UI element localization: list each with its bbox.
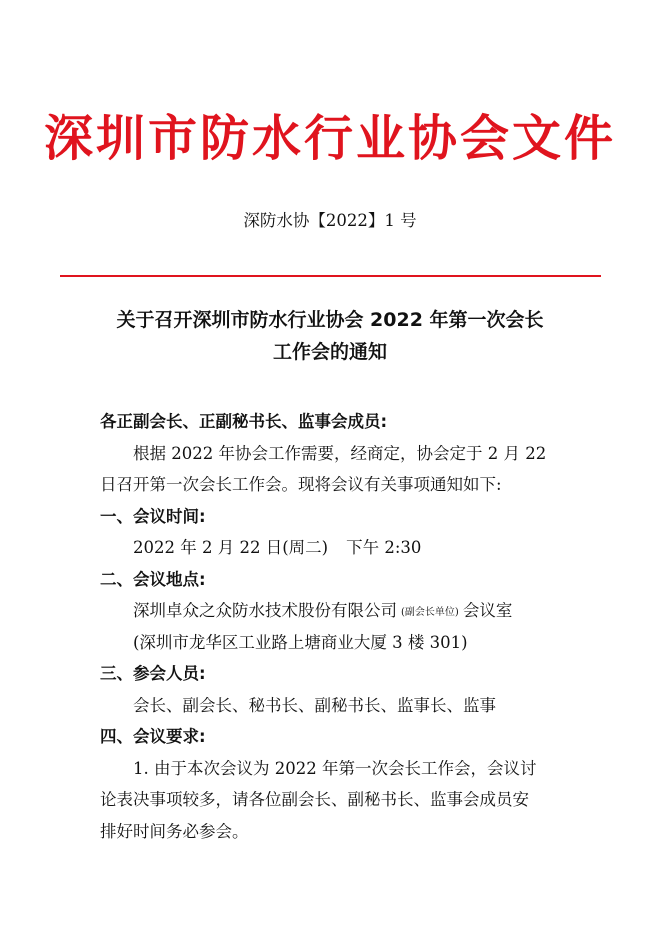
attendee-list: 会长、副会长、秘书长、副秘书长、监事长、监事 xyxy=(133,695,496,715)
section-heading-requirements: 四、会议要求: xyxy=(100,727,206,746)
notice-title-line-1: 关于召开深圳市防水行业协会 2022 年第一次会长 xyxy=(116,309,544,331)
notice-title-line-2: 工作会的通知 xyxy=(272,341,387,363)
intro-line-2: 日召开第一次会长工作会。现将会议有关事项通知如下: xyxy=(100,475,502,494)
requirement-line-2: 论表决事项较多，请各位副会长、副秘书长、监事会成员安 xyxy=(100,790,529,809)
notice-body xyxy=(100,406,570,847)
intro-line-1: 根据 2022 年协会工作需要，经商定，协会定于 2 月 22 xyxy=(133,443,547,463)
meeting-place xyxy=(100,595,570,627)
meeting-room: 会议室 xyxy=(462,601,513,620)
meeting-time xyxy=(100,532,570,564)
meeting-clock: 下午 2:30 xyxy=(346,538,422,557)
section-heading-place: 二、会议地点: xyxy=(100,569,206,589)
company-role-note: (副会长单位) xyxy=(401,607,459,618)
document-number: 深防水协【2022】1 号 xyxy=(243,211,417,230)
meeting-company: 深圳卓众之众防水技术股份有限公司 xyxy=(133,601,397,620)
notice-title xyxy=(0,304,660,368)
salutation: 各正副会长、正副秘书长、监事会成员: xyxy=(100,412,388,431)
organization-title: 深圳市防水行业协会文件 xyxy=(43,109,616,167)
section-heading-time: 一、会议时间: xyxy=(100,506,206,526)
meeting-address: (深圳市龙华区工业路上塘商业大厦 3 楼 301) xyxy=(133,632,468,652)
requirement-line-3: 排好时间务必参会。 xyxy=(100,821,249,841)
red-divider-line xyxy=(60,275,601,277)
meeting-date: 2022 年 2 月 22 日(周二) xyxy=(133,538,329,557)
document-header xyxy=(0,0,660,290)
requirement-line-1: 1. 由于本次会议为 2022 年第一次会长工作会，会议讨 xyxy=(133,758,537,778)
section-heading-attendees: 三、参会人员: xyxy=(100,664,206,683)
